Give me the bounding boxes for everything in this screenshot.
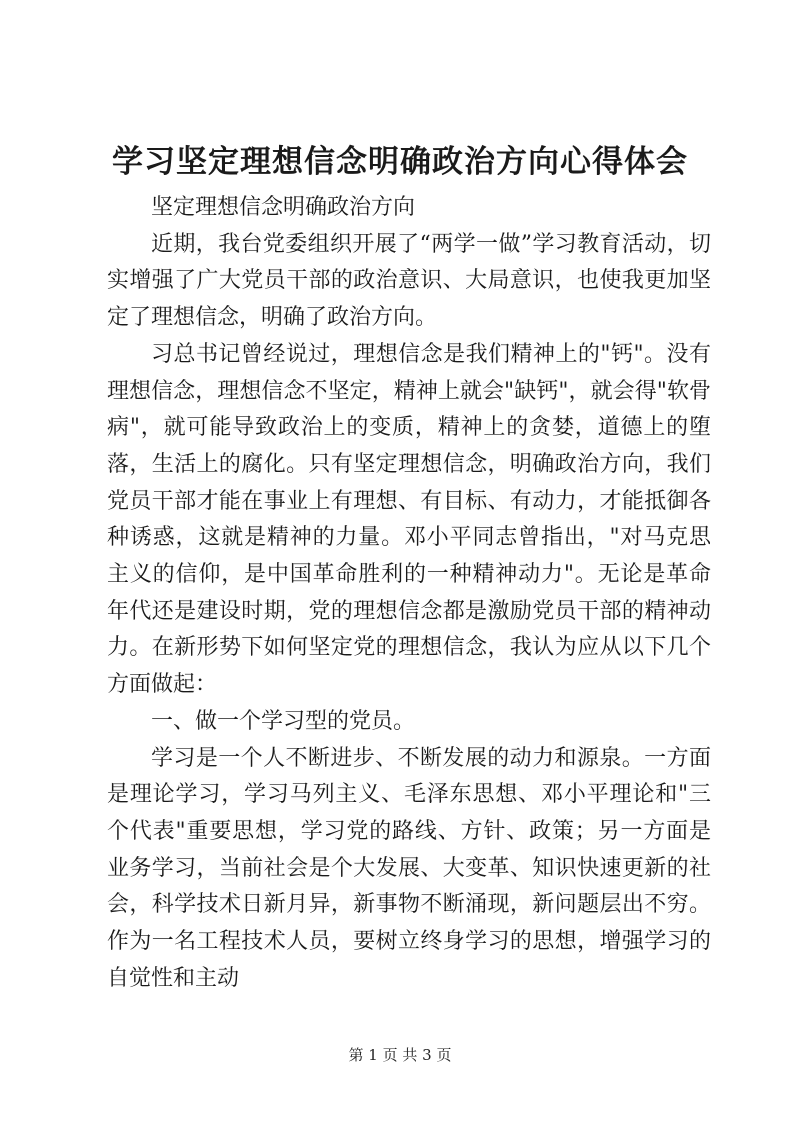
paragraph-heading: 一、做一个学习型的党员。 — [151, 708, 416, 734]
document-title: 学习坚定理想信念明确政治方向心得体会 — [112, 144, 688, 180]
paragraph: 近期，我台党委组织开展了“两学一做”学习教育活动，切实增强了广大党员干部的政治意识、大局意识，也使我更加坚定了理想信念，明确了政治方向。 — [107, 231, 711, 331]
paragraph-subtitle: 坚定理想信念明确政治方向 — [151, 195, 416, 220]
document-body — [107, 190, 711, 997]
paragraph: 习总书记曾经说过，理想信念是我们精神上的"钙"。没有理想信念，理想信念不坚定，精神上就会"缺钙"，就会得"软骨病"，就可能导致政治上的变质，精神上的贪婪，道德上的堕落，生活上的腐化。只有坚定理想信念，明确政治方向，我们党员干部才能在事业上有理想、有目标、有动力，才能抵御各种诱惑，这就是精神的力量。邓小平同志曾指出，"对马克思主义的信仰，是中国革命胜利的一种精神动力"。无论是革命年代还是建设时期，党的理想信念都是激励党员干部的精神动力。在新形势下如何坚定党的理想信念，我认为应从以下几个方面做起： — [107, 341, 711, 698]
page-number-footer: 第 1 页 共 3 页 — [348, 1046, 452, 1064]
paragraph: 学习是一个人不断进步、不断发展的动力和源泉。一方面是理论学习，学习马列主义、毛泽东思想、邓小平理论和"三个代表"重要思想，学习党的路线、方针、政策；另一方面是业务学习，当前社会是个大发展、大变革、知识快速更新的社会，科学技术日新月异，新事物不断涌现，新问题层出不穷。作为一名工程技术人员，要树立终身学习的思想，增强学习的自觉性和主动 — [107, 745, 711, 991]
